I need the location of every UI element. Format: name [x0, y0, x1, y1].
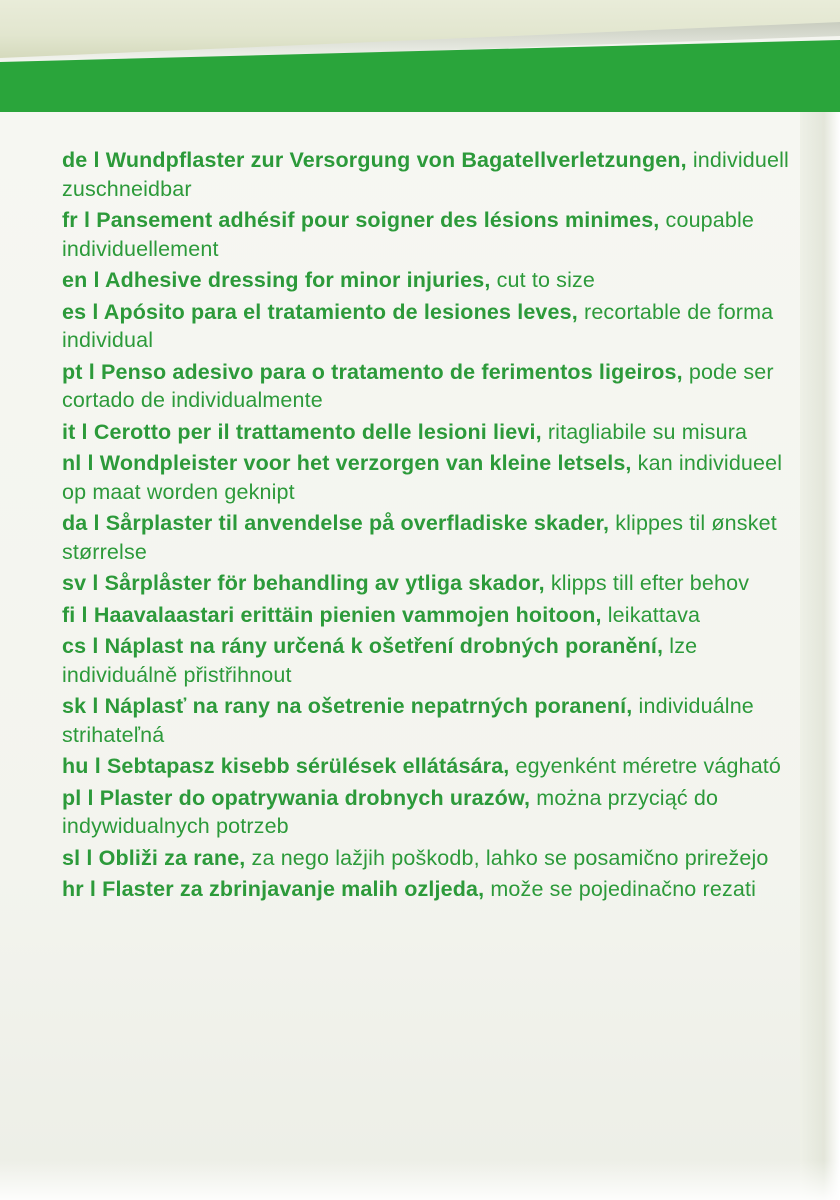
- description-title: Apósito para el tratamiento de lesiones leves,: [103, 299, 578, 324]
- lang-prefix: fr l: [62, 208, 97, 232]
- description-detail: cut to size: [490, 268, 596, 292]
- description-title: Cerotto per il trattamento delle lesioni lievi,: [93, 419, 542, 444]
- description-detail: ritagliabile su misura: [541, 419, 748, 444]
- description-title: Plaster do opatrywania drobnych urazów,: [99, 785, 531, 810]
- description-title: Wundpflaster zur Versorgung von Bagatellverletzungen,: [105, 148, 687, 172]
- lang-prefix: fi l: [62, 602, 94, 627]
- lang-prefix: de l: [62, 148, 106, 172]
- description-title: Flaster za zbrinjavanje malih ozljeda,: [102, 877, 485, 901]
- bottom-edge-shade: [0, 1160, 840, 1200]
- description-hu: [62, 752, 802, 781]
- description-title: Haavalaastari erittäin pienien vammojen hoitoon,: [93, 602, 602, 627]
- description-fr: [62, 206, 802, 263]
- description-title: Adhesive dressing for minor injuries,: [104, 268, 491, 292]
- description-da: [62, 509, 802, 566]
- description-sk: [62, 692, 802, 749]
- description-detail: lze individuálně přistřihnout: [62, 634, 698, 687]
- description-sv: [62, 569, 802, 598]
- description-detail: klipps till efter behov: [544, 571, 750, 595]
- description-detail: leikattava: [601, 602, 701, 627]
- lang-prefix: it l: [62, 419, 94, 444]
- lang-prefix: hr l: [62, 877, 103, 901]
- description-title: Penso adesivo para o tratamento de ferimentos ligeiros,: [100, 359, 683, 384]
- lang-prefix: hu l: [62, 754, 107, 778]
- lang-prefix: es l: [62, 299, 104, 324]
- lang-prefix: sv l: [62, 571, 105, 595]
- description-detail: može se pojedinačno rezati: [484, 877, 757, 901]
- lang-prefix: en l: [62, 268, 105, 292]
- description-title: Sårplåster för behandling av ytliga skador,: [104, 571, 545, 595]
- description-fi: [62, 601, 802, 630]
- lang-prefix: cs l: [62, 634, 105, 658]
- description-hr: [62, 875, 802, 904]
- lang-prefix: nl l: [62, 451, 100, 475]
- description-title: Náplasť na rany na ošetrenie nepatrných poranení,: [104, 694, 633, 718]
- description-detail: individuálne strihateľná: [62, 694, 754, 747]
- description-detail: kan individueel op maat worden geknipt: [62, 451, 783, 504]
- description-en: [62, 266, 802, 295]
- description-title: Wondpleister voor het verzorgen van kleine letsels,: [99, 451, 632, 475]
- lang-prefix: sl l: [62, 845, 99, 870]
- description-title: Obliži za rane,: [98, 845, 246, 870]
- lang-prefix: sk l: [62, 694, 105, 718]
- description-detail: recortable de forma individual: [62, 299, 774, 352]
- description-detail: można przyciąć do indywidualnych potrzeb: [62, 785, 719, 838]
- description-it: [62, 418, 802, 447]
- description-title: Sårplaster til anvendelse på overfladiske skader,: [105, 511, 610, 535]
- description-detail: klippes til ønsket størrelse: [62, 511, 777, 564]
- description-detail: za nego lažjih poškodb, lahko se posamično prirežejo: [245, 845, 769, 870]
- lang-prefix: pt l: [62, 359, 101, 384]
- description-title: Pansement adhésif pour soigner des lésions minimes,: [96, 208, 660, 232]
- box-right-edge: [800, 112, 840, 1200]
- description-detail: pode ser cortado de individualmente: [62, 359, 774, 412]
- description-detail: coupable individuellement: [62, 208, 755, 261]
- description-cs: [62, 632, 802, 689]
- description-pt: [62, 358, 802, 415]
- description-detail: individuell zuschneidbar: [62, 148, 789, 201]
- lang-prefix: pl l: [62, 785, 100, 810]
- description-es: [62, 298, 802, 355]
- lang-prefix: da l: [62, 511, 106, 535]
- description-sl: [62, 844, 802, 873]
- description-title: Náplast na rány určená k ošetření drobných poranění,: [104, 634, 664, 658]
- description-nl: [62, 449, 802, 506]
- description-title: Sebtapasz kisebb sérülések ellátására,: [106, 754, 510, 778]
- multilingual-description-list: [62, 146, 802, 907]
- description-detail: egyenként méretre vágható: [509, 754, 782, 778]
- description-pl: [62, 784, 802, 841]
- description-de: [62, 146, 802, 203]
